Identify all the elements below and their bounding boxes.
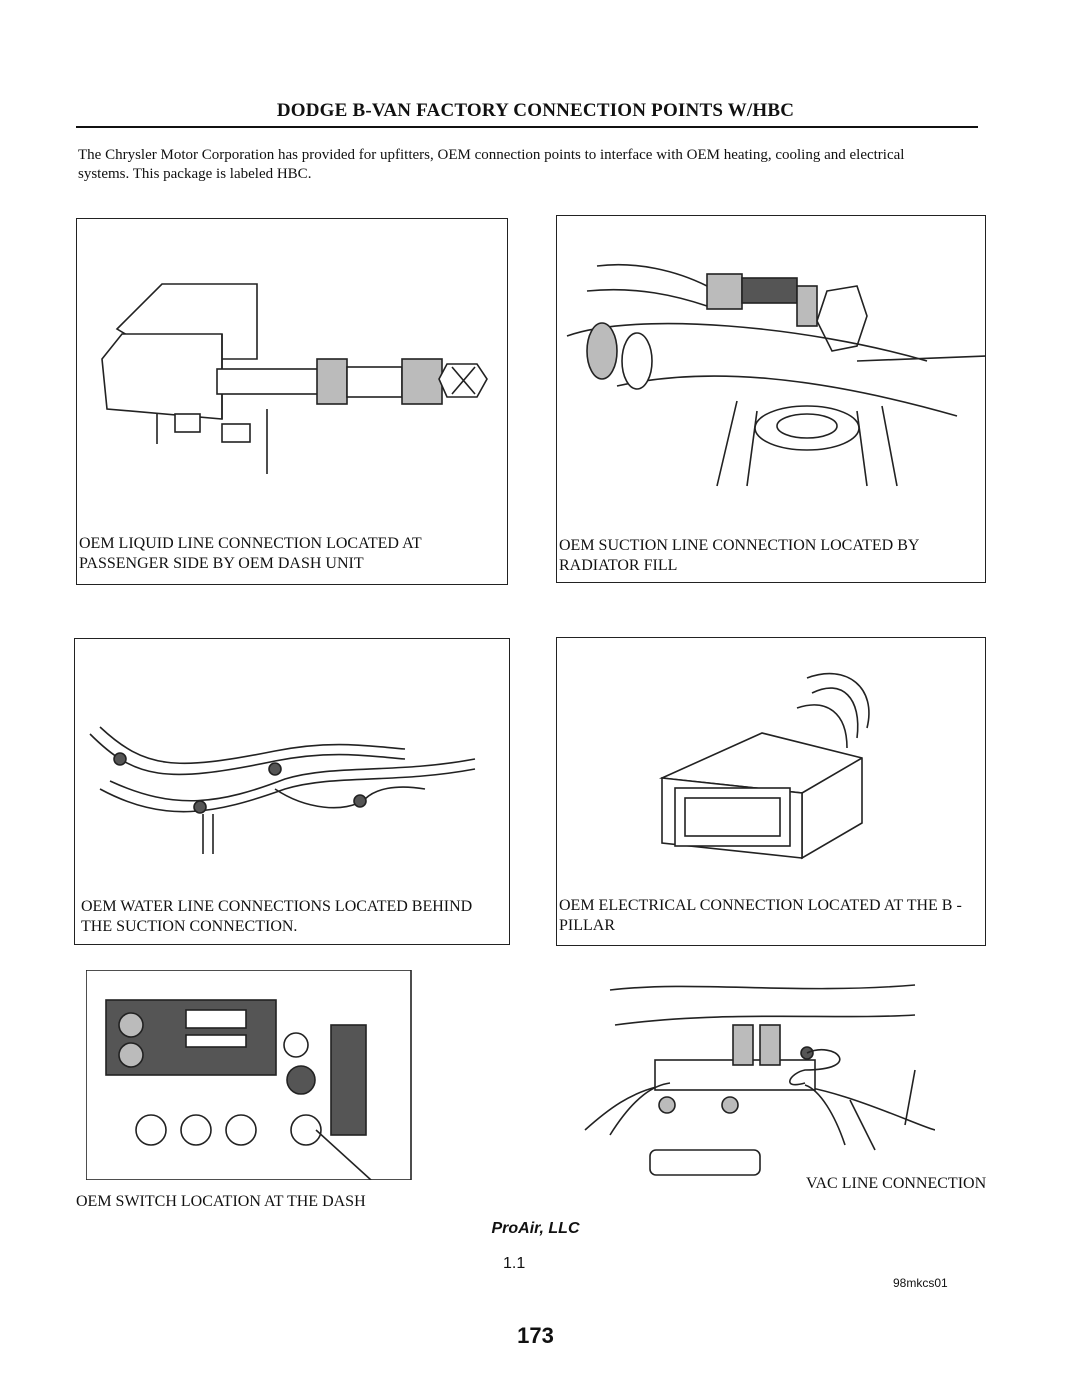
dash-switch-illustration-icon [86,970,416,1180]
water-line-illustration-icon [75,639,509,889]
vac-line-illustration-icon [575,965,935,1200]
figure-suction-line [556,215,986,583]
page-title: DODGE B-VAN FACTORY CONNECTION POINTS W/HBC [276,100,795,121]
footer-company: ProAir, LLC [491,1220,580,1237]
page-number: 173 [517,1323,554,1348]
intro-paragraph: The Chrysler Motor Corporation has provided for upfitters, OEM connection points to interface with OEM heating, cooling and electrical systems. This package is labeled HBC. [78,147,905,182]
electrical-caption: OEM ELECTRICAL CONNECTION LOCATED AT THE B - PILLAR [559,897,962,934]
electrical-connector-illustration-icon [557,638,985,893]
figure-electrical [556,637,986,946]
suction-line-caption: OEM SUCTION LINE CONNECTION LOCATED BY RADIATOR FILL [559,537,919,574]
footer-doc-code: 98mkcs01 [893,1276,948,1290]
vac-line-caption: VAC LINE CONNECTION [806,1175,987,1192]
figure-liquid-line [76,218,508,585]
footer-revision: 1.1 [503,1255,526,1272]
title-rule [76,126,978,128]
switch-caption: OEM SWITCH LOCATION AT THE DASH [76,1193,366,1210]
liquid-line-caption: OEM LIQUID LINE CONNECTION LOCATED AT PASSENGER SIDE BY OEM DASH UNIT [79,535,422,572]
water-line-caption: OEM WATER LINE CONNECTIONS LOCATED BEHIND THE SUCTION CONNECTION. [81,898,473,935]
liquid-line-illustration-icon [77,219,507,529]
figure-water-line [74,638,510,945]
suction-line-illustration-icon [557,216,985,526]
